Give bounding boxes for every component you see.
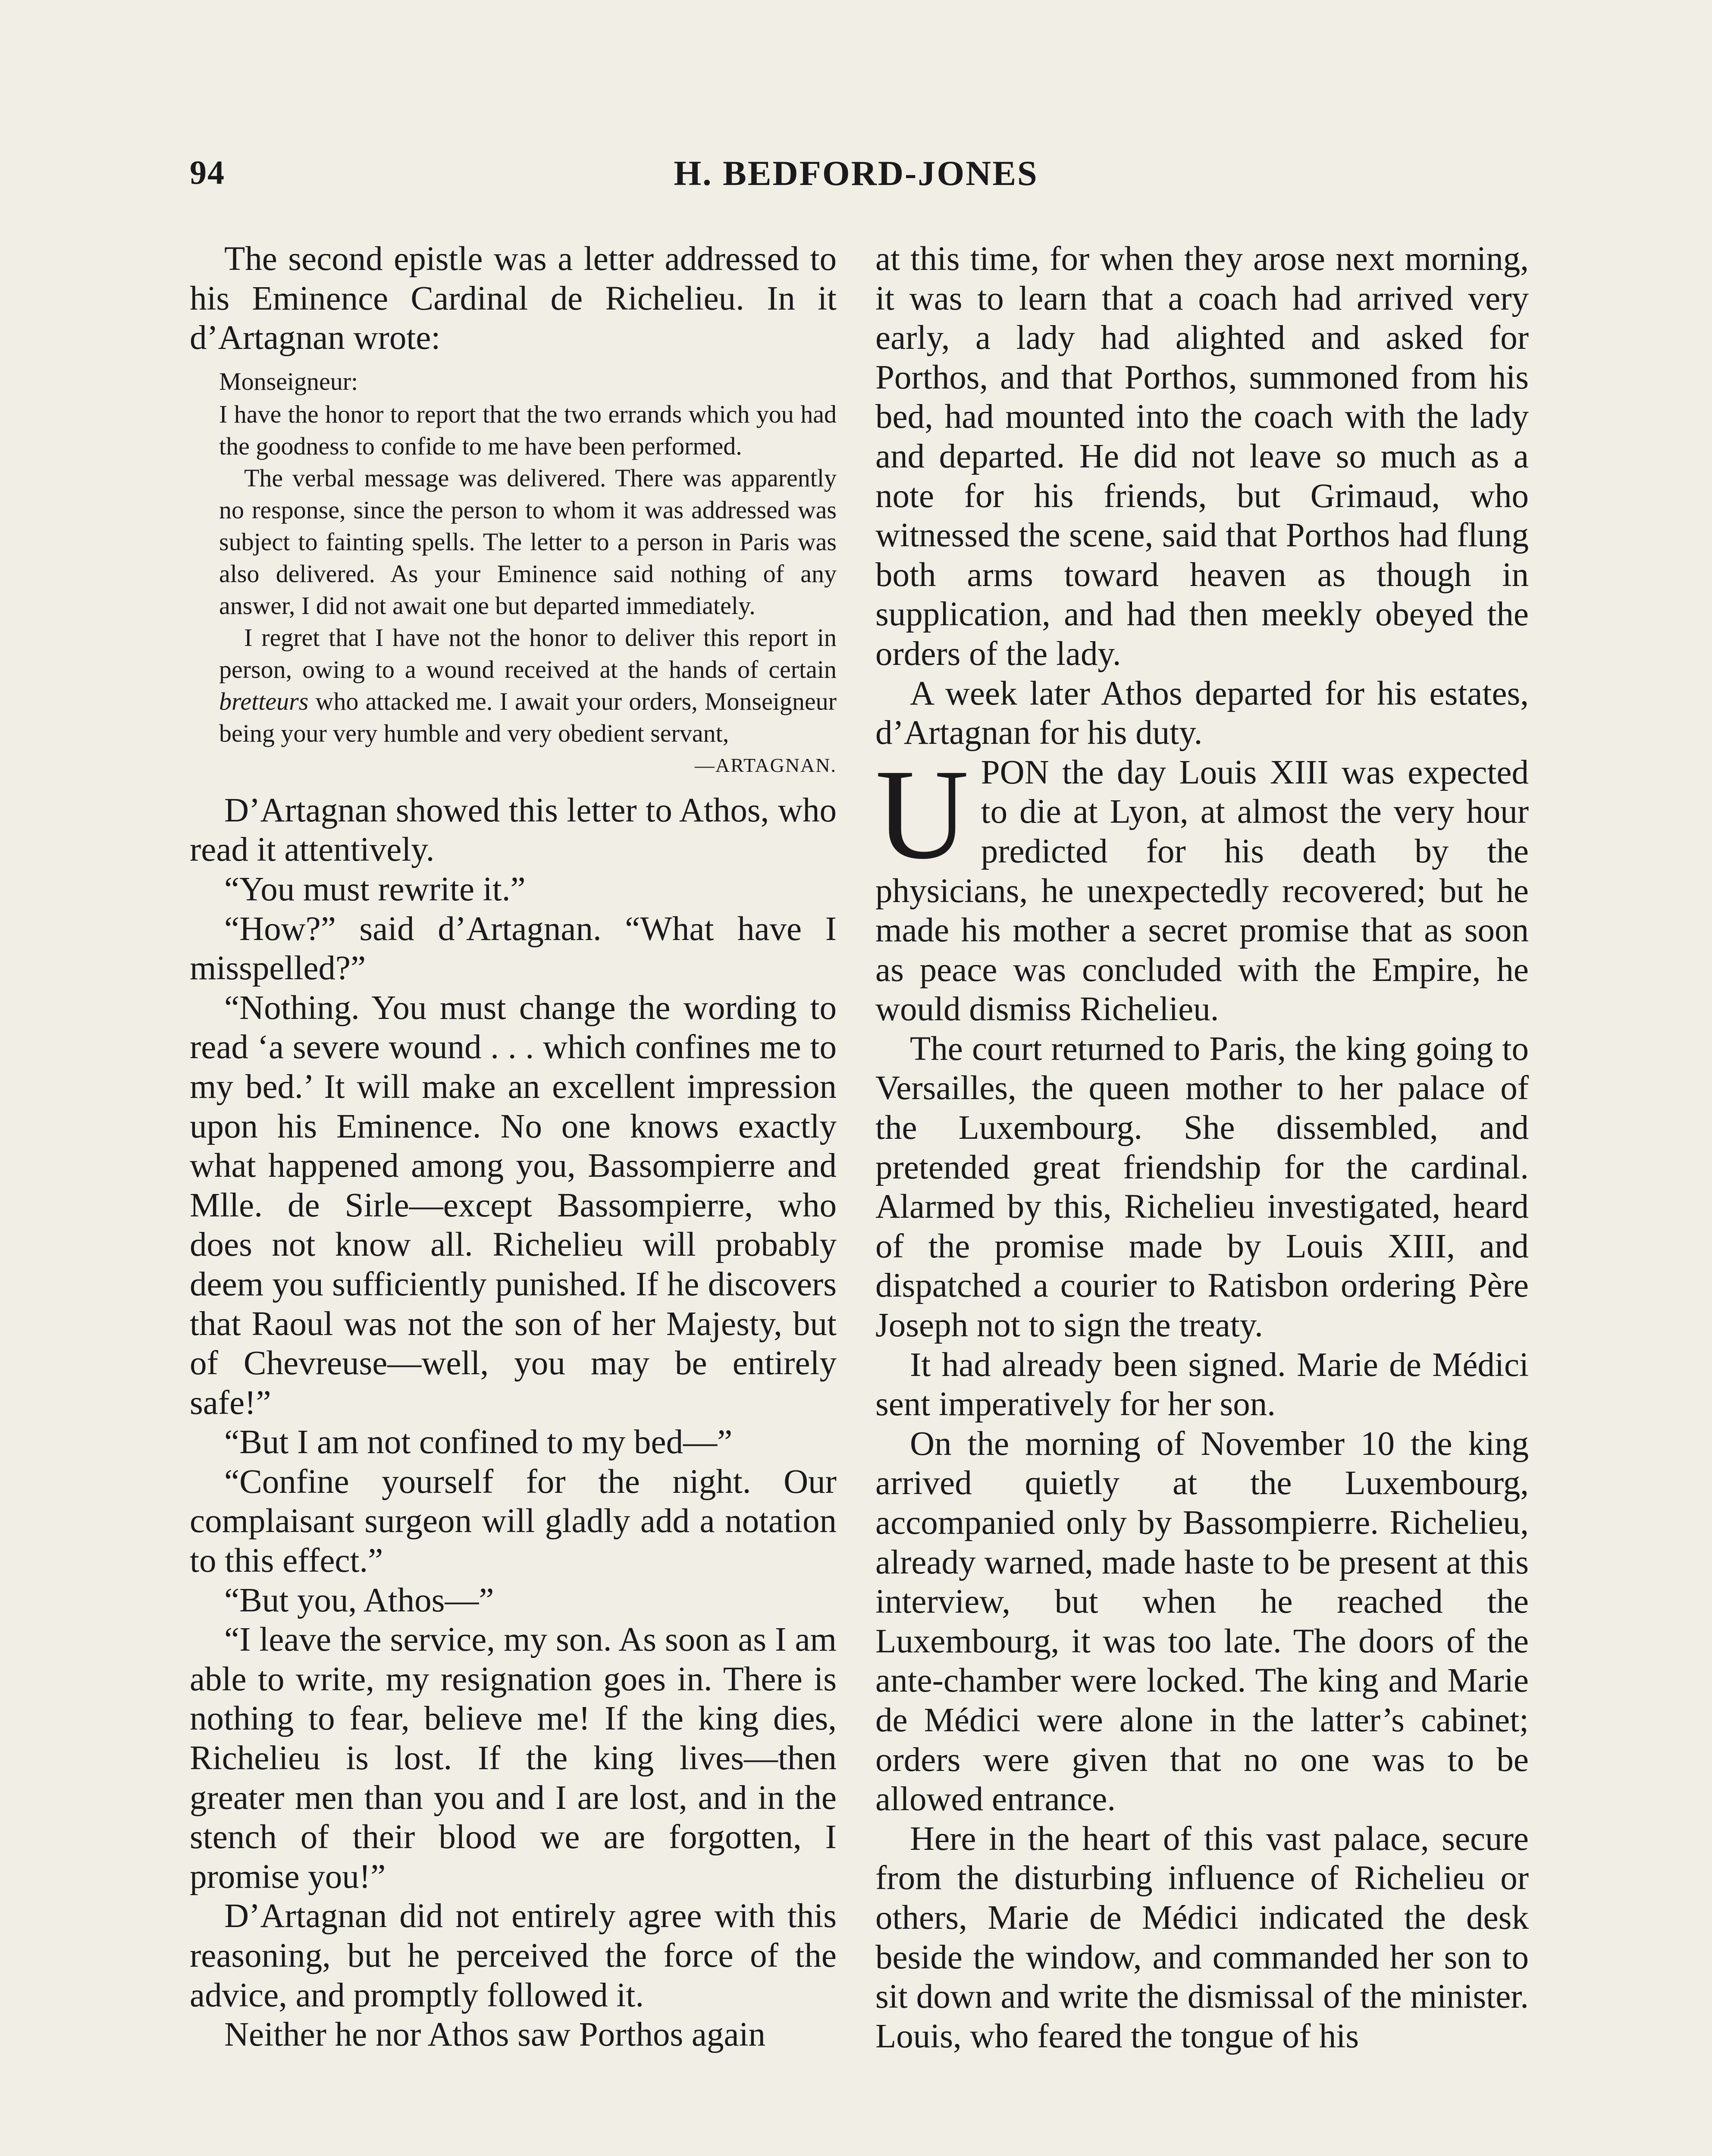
paragraph: “You must rewrite it.” [224, 870, 526, 908]
section-opening-paragraph [875, 742, 1529, 1029]
paragraph: “How?” said d’Artagnan. “What have I misspelled?” [190, 910, 837, 987]
drop-cap: U [875, 742, 969, 886]
letter-paragraph: The verbal message was delivered. There was apparently no response, since the person to whom it was addressed was subject to fainting spells. The letter to a person in Paris was also delivered. As your Eminence said nothing of any answer, I did not await one but departed immediately. [219, 464, 837, 620]
left-column [190, 239, 837, 2055]
paragraph: “Confine yourself for the night. Our complaisant surgeon will gladly add a notation to this effect.” [190, 1463, 837, 1580]
paragraph: D’Artagnan showed this letter to Athos, who read it attentively. [190, 791, 837, 869]
letter-text: I regret that I have not the honor to deliver this report in person, owing to a wound received at the hands of certain [219, 623, 837, 683]
paragraph: Here in the heart of this vast palace, secure from the disturbing influence of Richelieu or others, Marie de Médici indicated the desk beside the window, and commanded her son to sit down and write the dismissal of the minister. Louis, who feared the tongue of his [875, 1820, 1529, 2055]
running-head: H. BEDFORD-JONES [674, 154, 1038, 193]
letter-italic-word: bretteurs [219, 687, 309, 715]
letter-salutation: Monseigneur: [219, 367, 358, 395]
right-column [875, 239, 1529, 2056]
paragraph: “Nothing. You must change the wording to read ‘a severe wound . . . which confines me to my bed.’ It will make an excellent impression upon his Eminence. No one knows exactly what happened among you, Bassompierre and Mlle. de Sirle—except Bassompierre, who does not know all. Richelieu will probably deem you sufficiently punished. If he discovers that Raoul was not the son of her Majesty, but of Chevreuse—well, you may be entirely safe!” [190, 989, 837, 1422]
letter-paragraph: I have the honor to report that the two errands which you had the goodness to confide to me have been performed. [219, 400, 837, 460]
paragraph: The court returned to Paris, the king going to Versailles, the queen mother to her palace of the Luxembourg. She dissembled, and pretended great friendship for the cardinal. Alarmed by this, Richelieu investigated, heard of the promise made by Louis XIII, and dispatched a courier to Ratisbon ordering Père Joseph not to sign the treaty. [875, 1030, 1529, 1344]
letter-signature: —ARTAGNAN. [694, 754, 837, 776]
paragraph: at this time, for when they arose next morning, it was to learn that a coach had arrived very early, a lady had alighted and asked for Porthos, and that Porthos, summoned from his bed, had mounted into the coach with the lady and departed. He did not leave so much as a note for his friends, but Grimaud, who witnessed the scene, said that Porthos had flung both arms toward heaven as though in supplication, and had then meekly obeyed the orders of the lady. [875, 240, 1529, 673]
paragraph: “But I am not confined to my bed—” [224, 1423, 733, 1461]
paragraph-text: PON the day Louis XIII was expected to die at Lyon, at almost the very hour predicted for his death by the physicians, he unexpectedly recovered; but he made his mother a secret promise that as soon as peace was concluded with the Empire, he would dismiss Richelieu. [875, 753, 1529, 1028]
paragraph: D’Artagnan did not entirely agree with this reasoning, but he perceived the force of the advice, and promptly followed it. [190, 1897, 837, 2014]
page-number: 94 [190, 154, 225, 191]
paragraph: It had already been signed. Marie de Médici sent imperatively for her son. [875, 1346, 1529, 1423]
paragraph: “I leave the service, my son. As soon as I am able to write, my resignation goes in. There is nothing to fear, believe me! If the king dies, Richelieu is lost. If the king lives—then greater men than you and I are lost, and in the stench of their blood we are forgotten, I promise you!” [190, 1621, 837, 1896]
letter-paragraph [219, 622, 837, 781]
paragraph: Neither he nor Athos saw Porthos again [224, 2016, 766, 2054]
letter-text: who attacked me. I await your orders, Monseigneur being your very humble and very obedient servant, [219, 687, 837, 747]
paragraph: On the morning of November 10 the king arrived quietly at the Luxembourg, accompanied only by Bassompierre. Richelieu, already warned, made haste to be present at this interview, but when he reached the Luxembourg, it was too late. The doors of the ante-chamber were locked. The king and Marie de Médici were alone in the latter’s cabinet; orders were given that no one was to be allowed entrance. [875, 1425, 1529, 1818]
paragraph: “But you, Athos—” [224, 1581, 494, 1619]
paragraph: The second epistle was a letter addressed to his Eminence Cardinal de Richelieu. In it d’Artagnan wrote: [190, 240, 837, 357]
paragraph: A week later Athos departed for his estates, d’Artagnan for his duty. [875, 674, 1529, 752]
letter-block [219, 366, 837, 781]
